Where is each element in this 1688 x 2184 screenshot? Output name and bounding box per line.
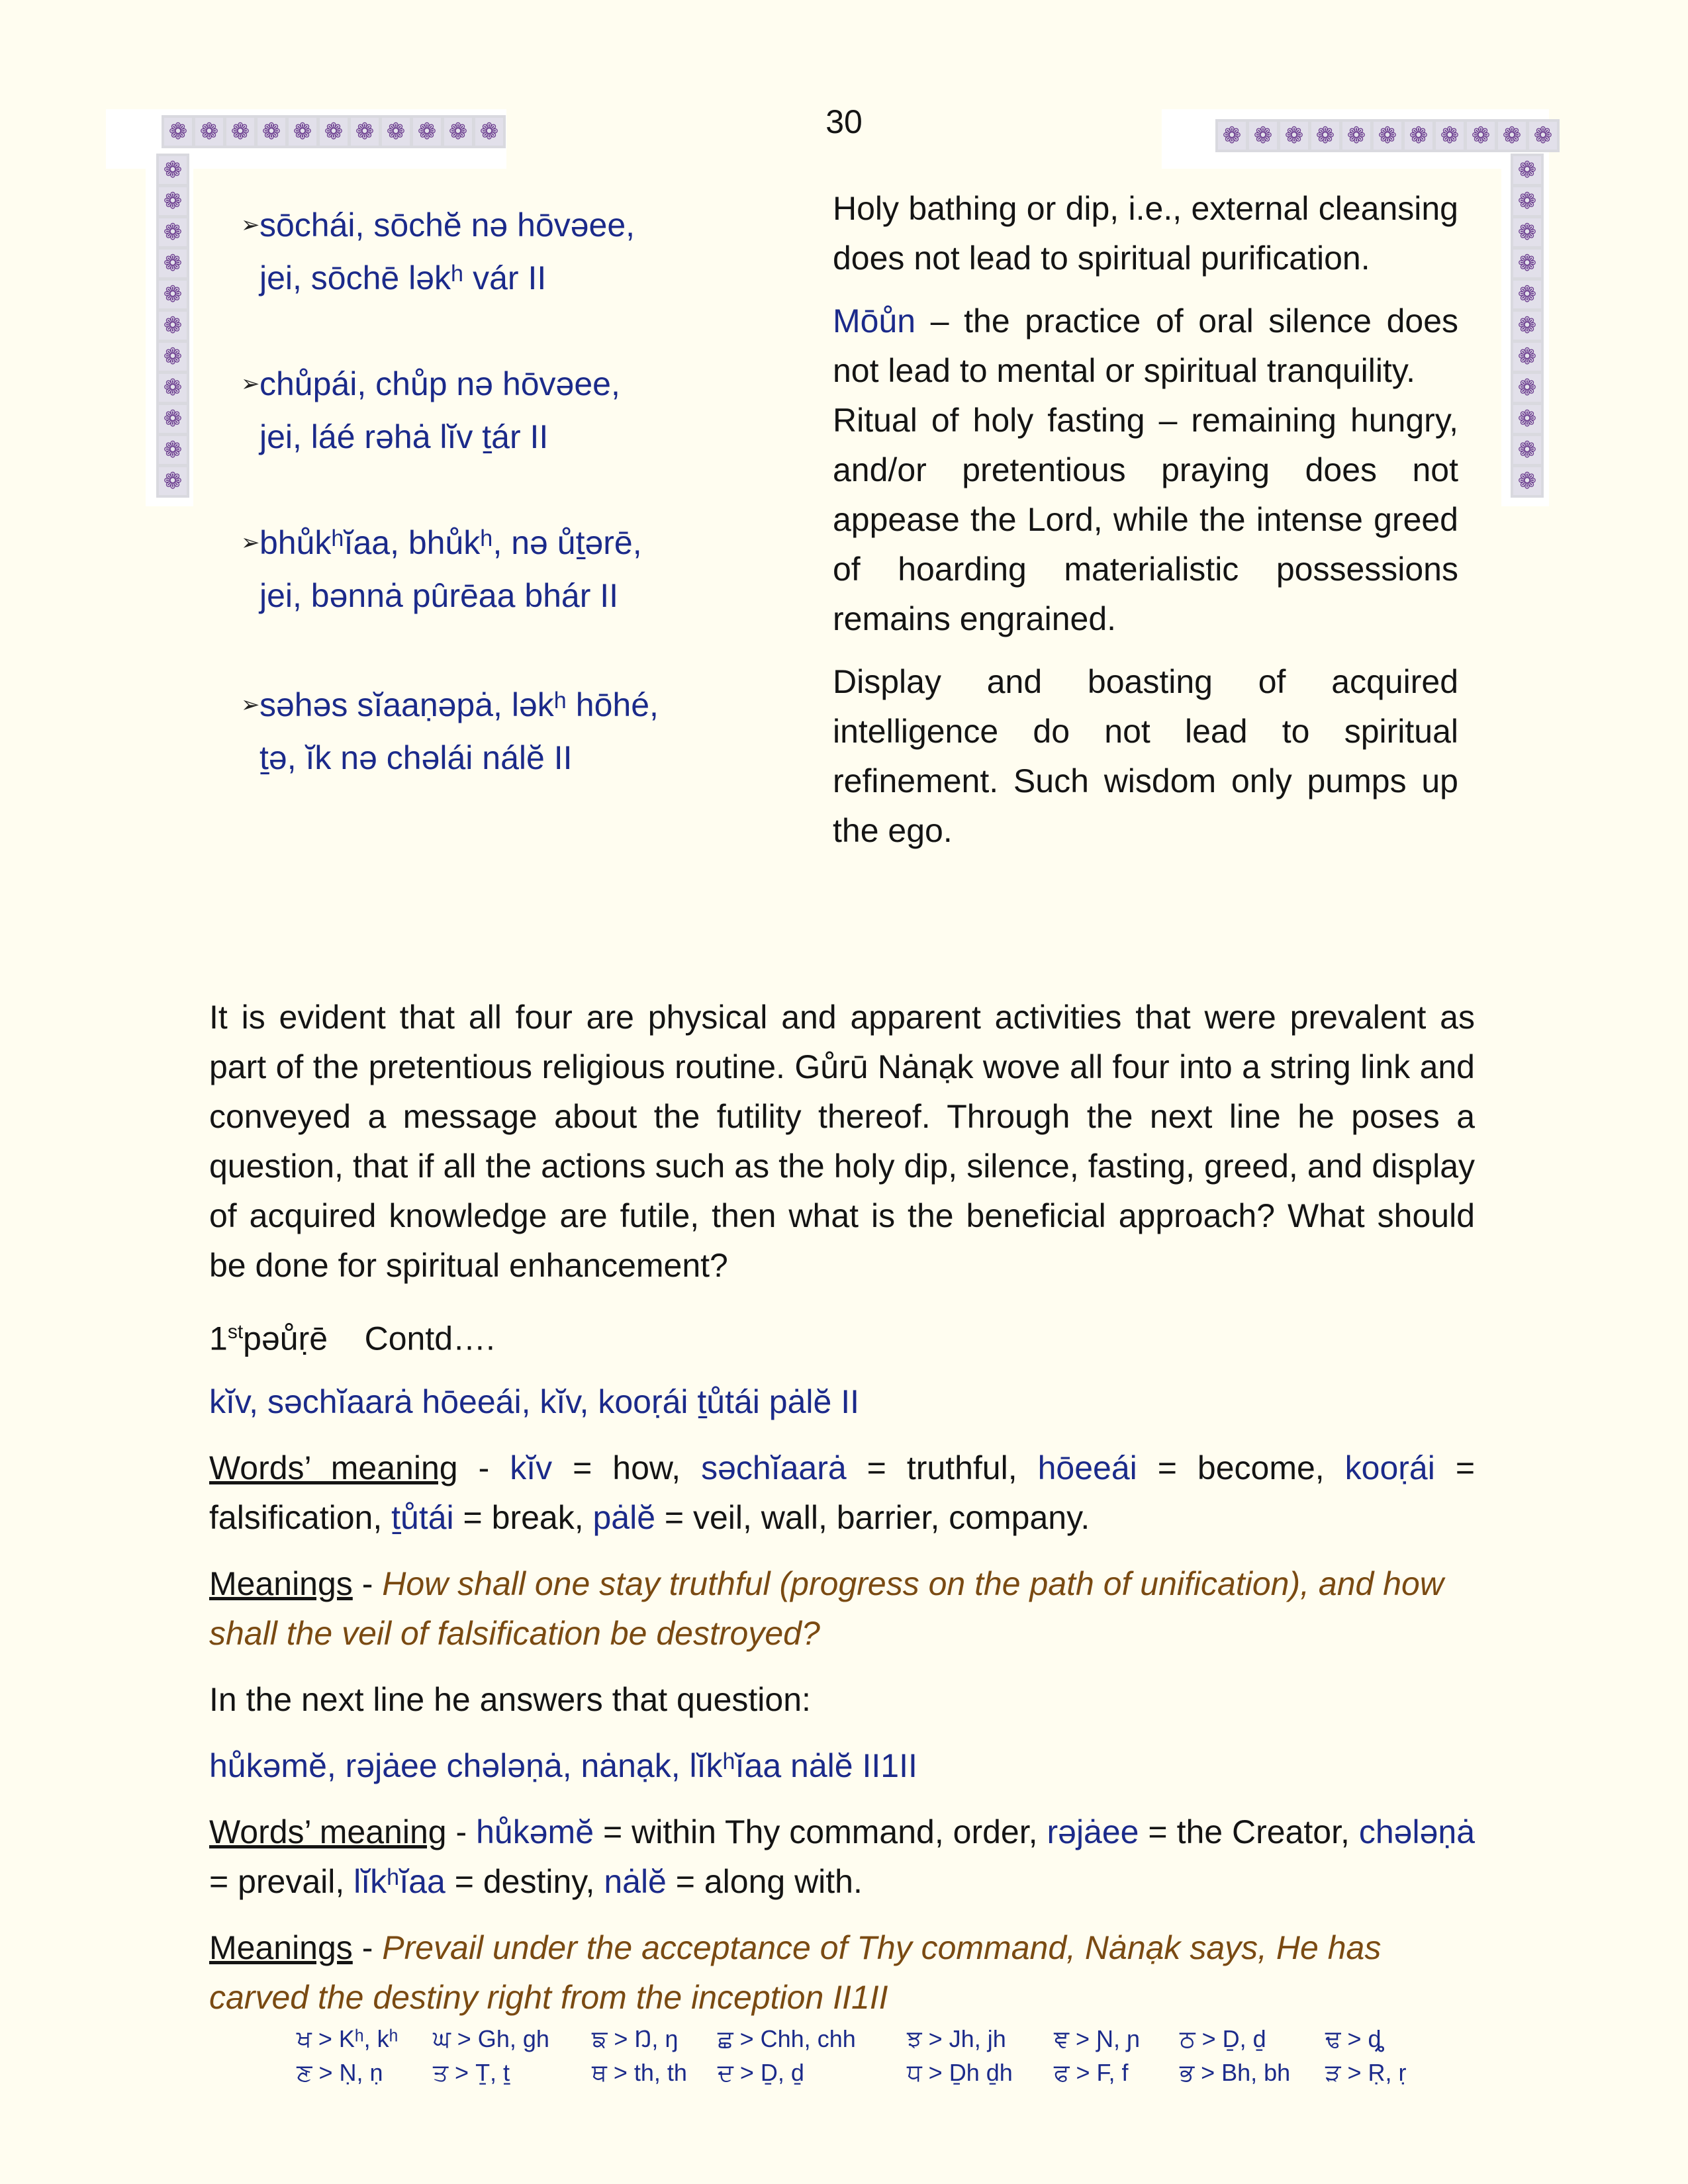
flower-ornament-icon: ❁ [159, 281, 187, 308]
key-cell: ਧ > Ḏh ḏh [907, 2059, 1013, 2086]
flower-ornament-icon: ❁ [382, 118, 410, 146]
word-definition: = within Thy command, order, [594, 1813, 1047, 1850]
flower-ornament-icon: ❁ [1498, 122, 1526, 150]
verse-item [241, 516, 763, 622]
key-cell: ਠ > Ḏ, ḏ [1180, 2025, 1266, 2052]
main-body [209, 993, 1475, 2039]
verse-line: ṯə, ĭk nə chəlái nálĕ II [259, 739, 573, 776]
explanation-text: Display and boasting of acquired intelligence do not lead to spiritual refinement. Such wisdom only pumps up the ego. [833, 663, 1458, 849]
word-definition: = along with. [666, 1862, 863, 1900]
flower-ornament-icon: ❁ [475, 118, 503, 146]
words-meaning-label: Words’ meaning [209, 1813, 447, 1850]
word-definition: = the Creator, [1139, 1813, 1359, 1850]
word-term: kĭv [510, 1449, 553, 1486]
border-left [156, 154, 189, 498]
verse-line: jei, bənnȧ pȗrēaa bhár II [259, 577, 619, 614]
flower-ornament-icon: ❁ [159, 467, 187, 495]
explanation-text: Holy bathing or dip, i.e., external cleansing does not lead to spiritual purification. [833, 190, 1458, 277]
key-cell: ਢ > ȡ [1325, 2025, 1385, 2052]
flower-ornament-icon: ❁ [1513, 374, 1541, 402]
key-cell: ਤ > Ṯ, ṯ [433, 2059, 510, 2086]
meanings-2: Meanings - Prevail under the acceptance of Thy command, Nȧnạk says, He has carved the destiny right from the inception II1II [209, 1929, 1382, 2016]
flower-ornament-icon: ❁ [1280, 122, 1308, 150]
border-right [1511, 154, 1544, 498]
key-cell: ਙ > Ŋ, ŋ [592, 2025, 679, 2052]
flower-ornament-icon: ❁ [1374, 122, 1401, 150]
word-term: lĭkʰĭaa [353, 1862, 445, 1900]
words-meaning-1: Words’ meaning - kĭv = how, səchĭaarȧ = truthful, hōeeái = become, kooṛái = falsification, ṯůtái = break, pȧlĕ = veil, wall, barrier, company. [209, 1449, 1476, 1536]
flower-ornament-icon: ❁ [1513, 467, 1541, 495]
flower-ornament-icon: ❁ [159, 156, 187, 184]
flower-ornament-icon: ❁ [1513, 436, 1541, 464]
words-meaning-2: Words’ meaning - hůkəmĕ = within Thy command, order, rəjȧee = the Creator, chələṇȧ = prevail, lĭkʰĭaa = destiny, nȧlĕ = along with. [209, 1813, 1476, 1900]
verse-line-1: kĭv, səchĭaarȧ hōeeái, kĭv, kooṛái ṯůtái pȧlĕ II [209, 1383, 860, 1420]
word-definition: = break, [453, 1498, 593, 1536]
verse-column [241, 199, 763, 841]
flower-ornament-icon: ❁ [159, 343, 187, 371]
flower-ornament-icon: ❁ [413, 118, 441, 146]
word-definition: = truthful, [846, 1449, 1038, 1486]
flower-ornament-icon: ❁ [1529, 122, 1557, 150]
flower-ornament-icon: ❁ [159, 218, 187, 246]
flower-ornament-icon: ❁ [1513, 218, 1541, 246]
verse-line-2: hůkəmĕ, rəjȧee chələṇȧ, nȧnạk, lĭkʰĭaa nȧlĕ II1II [209, 1747, 917, 1784]
word-definition: = destiny, [445, 1862, 604, 1900]
key-cell: ਛ > Chh, chh [718, 2025, 856, 2052]
flower-ornament-icon: ❁ [226, 118, 254, 146]
explanation-text: Ritual of holy fasting – remaining hungry, and/or pretentious praying does not appease the Lord, while the intense greed of hoarding materialistic possessions remains engrained. [833, 402, 1458, 637]
arrow-bullet-icon: ➢ [241, 530, 260, 555]
key-cell: ਭ > Bh, bh [1180, 2059, 1291, 2086]
pauri-number: 1 [209, 1320, 228, 1357]
arrow-bullet-icon: ➢ [241, 371, 260, 396]
border-top-right [1215, 119, 1560, 152]
key-cell: ਞ > Ɲ, ɲ [1054, 2025, 1141, 2052]
flower-ornament-icon: ❁ [159, 187, 187, 215]
transliteration-key [297, 2025, 1431, 2087]
answer-intro: In the next line he answers that question: [209, 1680, 811, 1718]
flower-ornament-icon: ❁ [1405, 122, 1432, 150]
flower-ornament-icon: ❁ [1513, 405, 1541, 433]
verse-line: səhəs sĭaaṇəpȧ, ləkʰ hōhé, [259, 686, 659, 723]
pauri-word: pəůṛē [243, 1320, 328, 1357]
word-term: hůkəmĕ [476, 1813, 594, 1850]
word-term: ṯůtái [391, 1498, 454, 1536]
border-top-left [162, 115, 506, 148]
verse-item [241, 678, 763, 784]
explanation-column [833, 184, 1458, 869]
words-meaning-label: Words’ meaning [209, 1449, 458, 1486]
flower-ornament-icon: ❁ [164, 118, 192, 146]
verse-item [241, 199, 763, 304]
verse-line: chůpái, chůp nə hōvəee, [259, 365, 620, 402]
flower-ornament-icon: ❁ [444, 118, 472, 146]
word-term: səchĭaarȧ [701, 1449, 847, 1486]
flower-ornament-icon: ❁ [159, 374, 187, 402]
verse-line: bhůkʰĭaa, bhůkʰ, nə ůṯərē, [259, 524, 642, 561]
word-term: kooṛái [1344, 1449, 1435, 1486]
flower-ornament-icon: ❁ [159, 405, 187, 433]
flower-ornament-icon: ❁ [320, 118, 348, 146]
word-definition: = falsification, [209, 1449, 1476, 1536]
key-cell: ਥ > th, th [592, 2059, 687, 2086]
word-term: pȧlĕ [592, 1498, 656, 1536]
verse-line: sōchái, sōchĕ nə hōvəee, [259, 206, 635, 244]
flower-ornament-icon: ❁ [1436, 122, 1464, 150]
pauri-ordinal: st [227, 1321, 244, 1343]
key-cell: ਫ > F, f [1054, 2059, 1129, 2086]
word-definition: = prevail, [209, 1862, 354, 1900]
flower-ornament-icon: ❁ [258, 118, 285, 146]
key-cell: ਣ > Ṇ, ṇ [297, 2059, 383, 2086]
key-cell: ਦ > Ḏ, ḏ [718, 2059, 804, 2086]
flower-ornament-icon: ❁ [159, 312, 187, 340]
flower-ornament-icon: ❁ [1513, 250, 1541, 277]
verse-line: jei, sōchē ləkʰ vár II [259, 259, 547, 296]
meanings-label: Meanings [209, 1929, 353, 1966]
word-definition: = become, [1137, 1449, 1345, 1486]
explanation-body: – the practice of oral silence does not lead to mental or spiritual tranquility. [833, 302, 1458, 389]
meaning-text: How shall one stay truthful (progress on the path of unification), and how shall the veil of falsification be destroyed? [209, 1565, 1444, 1652]
body-paragraph: It is evident that all four are physical and apparent activities that were prevalent as part of the pretentious religious routine. Gůrū Nȧnạk wove all four into a string link and conveyed a message about the futility thereof. Through the next line he poses a question, that if all the actions such as the holy dip, silence, fasting, greed, and display of acquired knowledge are futile, then what is the beneficial approach? What should be done for spiritual enhancement? [209, 999, 1475, 1284]
flower-ornament-icon: ❁ [1342, 122, 1370, 150]
flower-ornament-icon: ❁ [195, 118, 223, 146]
key-cell: ੜ > Ṛ, ṛ [1325, 2059, 1407, 2086]
word-term: rəjȧee [1047, 1813, 1139, 1850]
meanings-1: Meanings - How shall one stay truthful (progress on the path of unification), and how shall the veil of falsification be destroyed? [209, 1565, 1444, 1652]
flower-ornament-icon: ❁ [1513, 343, 1541, 371]
flower-ornament-icon: ❁ [351, 118, 379, 146]
explanation-text [833, 296, 1458, 396]
word-term: nȧlĕ [604, 1862, 667, 1900]
flower-ornament-icon: ❁ [1311, 122, 1339, 150]
arrow-bullet-icon: ➢ [241, 692, 260, 717]
meanings-label: Meanings [209, 1565, 353, 1602]
word-definition: = veil, wall, barrier, company. [655, 1498, 1090, 1536]
explanation-term: Mōůn [833, 302, 916, 340]
flower-ornament-icon: ❁ [159, 250, 187, 277]
key-cell: ਘ > Gh, gh [433, 2025, 549, 2052]
verse-item [241, 357, 763, 463]
page-number: 30 [825, 103, 863, 140]
flower-ornament-icon: ❁ [1513, 187, 1541, 215]
flower-ornament-icon: ❁ [1218, 122, 1246, 150]
word-term: chələṇȧ [1358, 1813, 1476, 1850]
flower-ornament-icon: ❁ [159, 436, 187, 464]
verse-line: jei, láé rəhȧ lĭv ṯár II [259, 418, 549, 455]
flower-ornament-icon: ❁ [1467, 122, 1495, 150]
pauri-contd: Contd…. [364, 1320, 495, 1357]
pauri-heading [209, 1307, 1475, 1364]
flower-ornament-icon: ❁ [1513, 312, 1541, 340]
word-definition: = how, [552, 1449, 702, 1486]
key-cell: ਖ > Kʰ, kʰ [297, 2025, 399, 2052]
meaning-text: Prevail under the acceptance of Thy command, Nȧnạk says, He has carved the destiny right from the inception II1II [209, 1929, 1382, 2016]
key-cell: ਝ > Jh, jh [907, 2025, 1006, 2052]
flower-ornament-icon: ❁ [1249, 122, 1277, 150]
flower-ornament-icon: ❁ [1513, 281, 1541, 308]
flower-ornament-icon: ❁ [289, 118, 316, 146]
arrow-bullet-icon: ➢ [241, 212, 260, 238]
word-term: hōeeái [1037, 1449, 1137, 1486]
flower-ornament-icon: ❁ [1513, 156, 1541, 184]
